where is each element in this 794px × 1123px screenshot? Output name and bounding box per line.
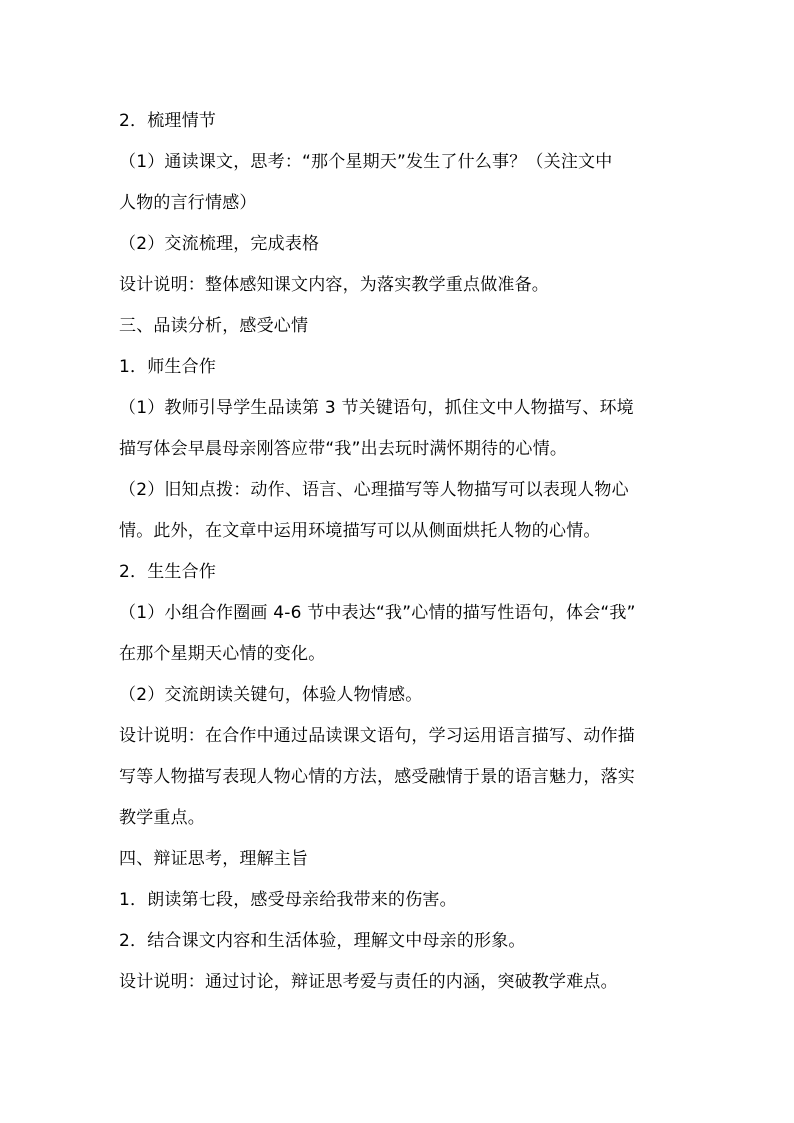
subsection-heading: 2．生生合作 (119, 562, 217, 582)
section-heading-theme: 四、辩证思考，理解主旨 (119, 849, 309, 869)
paragraph-line: 2．结合课文内容和生活体验，理解文中母亲的形象。 (119, 931, 526, 951)
design-note: 设计说明：整体感知课文内容，为落实教学重点做准备。 (119, 275, 549, 295)
paragraph-line: 1．朗读第七段，感受母亲给我带来的伤害。 (119, 890, 457, 910)
paragraph-line: 描写体会早晨母亲刚答应带“我”出去玩时满怀期待的心情。 (119, 439, 568, 459)
document-body (119, 101, 679, 1003)
design-note: 写等人物描写表现人物心情的方法，感受融情于景的语言魅力，落实 (119, 767, 635, 787)
design-note: 设计说明：在合作中通过品读课文语句，学习运用语言描写、动作描 (119, 726, 635, 746)
design-note: 设计说明：通过讨论，辩证思考爱与责任的内涵，突破教学难点。 (119, 972, 618, 992)
paragraph-line: 人物的言行情感） (119, 193, 257, 213)
section-heading-plot: 2．梳理情节 (119, 111, 217, 131)
paragraph-line: （2）交流朗读关键句，体验人物情感。 (119, 685, 423, 705)
section-heading-analysis: 三、品读分析，感受心情 (119, 316, 309, 336)
paragraph-line: （2）交流梳理，完成表格 (119, 234, 320, 254)
design-note: 教学重点。 (119, 808, 205, 828)
paragraph-line: 在那个星期天心情的变化。 (119, 644, 326, 664)
paragraph-line: （1）通读课文，思考：“那个星期天”发生了什么事？（关注文中 (119, 152, 613, 172)
subsection-heading: 1．师生合作 (119, 357, 217, 377)
paragraph-line: （2）旧知点拨：动作、语言、心理描写等人物描写可以表现人物心 (119, 480, 629, 500)
paragraph-line: 情。此外，在文章中运用环境描写可以从侧面烘托人物的心情。 (119, 521, 601, 541)
paragraph-line: （1）小组合作圈画 4-6 节中表达“我”心情的描写性语句，体会“我” (119, 603, 636, 623)
paragraph-line: （1）教师引导学生品读第 3 节关键语句，抓住文中人物描写、环境 (119, 398, 634, 418)
